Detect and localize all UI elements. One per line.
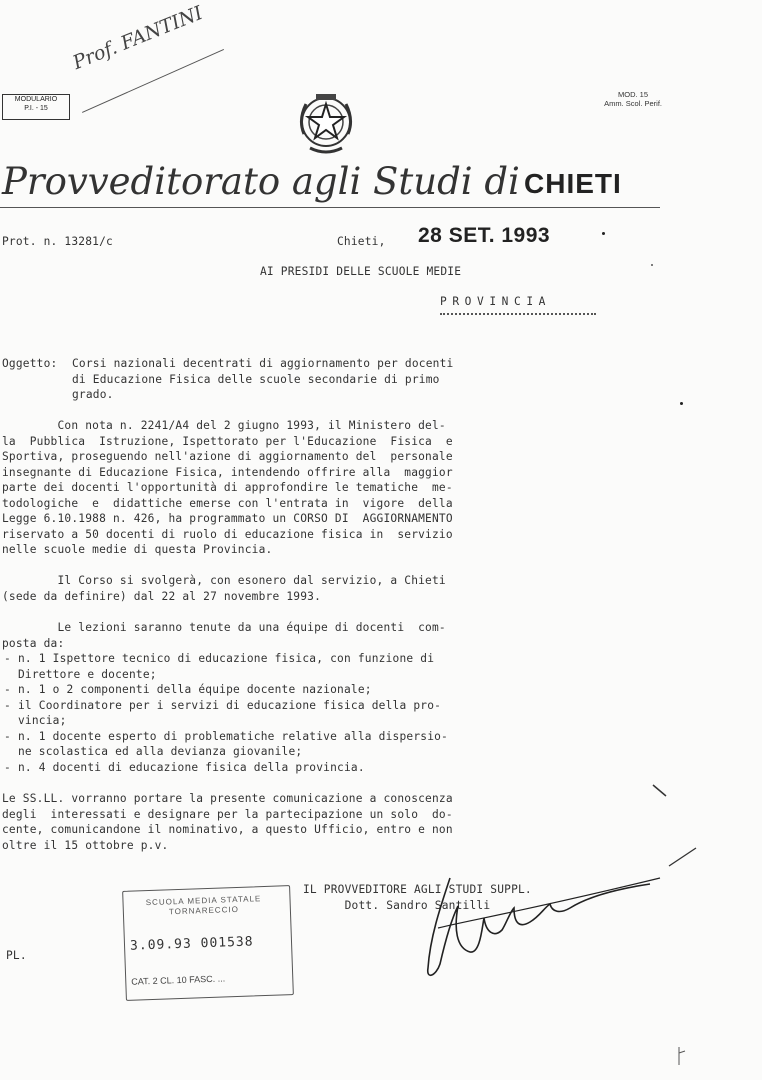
subject-label: Oggetto: (2, 357, 58, 370)
subject-block (2, 356, 642, 403)
text-line: Sportiva, proseguendo nell'azione di aggiornamento del personale (2, 450, 453, 463)
stamp-school-name: SCUOLA MEDIA STATALE TORNARECCIO (145, 894, 262, 917)
list-item (2, 760, 642, 776)
list-item-line: n. 1 Ispettore tecnico di educazione fisica, con funzione di (18, 652, 435, 665)
ink-dot (680, 402, 683, 405)
date-place: Chieti, (337, 235, 386, 248)
handwritten-signature (410, 868, 670, 988)
text-line: Il Corso si svolgerà, con esonero dal servizio, a Chieti (2, 574, 446, 587)
list-bullet: - (4, 729, 11, 743)
text-line: la Pubblica Istruzione, Ispettorato per l'Educazione Fisica e (2, 434, 453, 448)
list-item-line: n. 1 o 2 componenti della équipe docente nazionale; (18, 683, 372, 696)
text-line: todologiche e didattiche emerse con l'entrata in vigore della (2, 496, 453, 510)
list-bullet: - (4, 760, 11, 774)
stamp-classification: CAT. 2 CL. 10 FASC. ... (131, 973, 226, 987)
typist-initials: PL. (6, 949, 27, 962)
text-line: parte dei docenti l'opportunità di approfondire le tematiche me- (2, 481, 453, 494)
text-line: Le lezioni saranno tenute da una équipe di docenti com- (2, 621, 446, 634)
protocol-number: Prot. n. 13281/c (2, 235, 113, 248)
list-item (2, 729, 642, 760)
subject-line: Corsi nazionali decentrati di aggiornamento per docenti (72, 357, 454, 370)
pen-mark-icon (652, 784, 668, 798)
office-city: CHIETI (524, 168, 622, 199)
pen-mark-icon (676, 1045, 688, 1067)
recipients-province: PROVINCIA (440, 295, 552, 308)
text-line: insegnante di Educazione Fisica, intendendo offrire alla maggior (2, 465, 453, 479)
list-item-line: vincia; (18, 714, 67, 727)
text-line: (sede da definire) dal 22 al 27 novembre 1993. (2, 589, 322, 603)
body-paragraph-2 (2, 573, 642, 604)
protocol-stamp (122, 885, 294, 1001)
text-line: Legge 6.10.1988 n. 426, ha programmato un CORSO DI AGGIORNAMENTO (2, 512, 453, 525)
republic-emblem-icon (294, 90, 358, 160)
stamp-date-number: 3.09.93 001538 (129, 934, 254, 954)
handwritten-note: Prof. FANTINI (69, 1, 206, 75)
subject-text (72, 356, 453, 403)
text-line: Con nota n. 2241/A4 del 2 giugno 1993, il Ministero del- (2, 419, 446, 432)
date-stamp: 28 SET. 1993 (418, 224, 551, 247)
province-underline (440, 313, 596, 319)
modulario-label: MODULARIO P.I. - 15 (14, 96, 58, 112)
text-line: cente, comunicandone il nominativo, a questo Ufficio, entro e non (2, 823, 453, 836)
list-item-line: Direttore e docente; (18, 667, 157, 681)
body-paragraph-4 (2, 791, 642, 853)
office-title: Provveditorato agli Studi di (2, 160, 520, 203)
body-paragraph-1 (2, 418, 642, 558)
faculty-list (2, 651, 642, 775)
list-item-line: il Coordinatore per i servizi di educazione fisica della pro- (18, 698, 442, 712)
signatory-name: Dott. Sandro Santilli (344, 898, 491, 912)
recipients-line: AI PRESIDI DELLE SCUOLE MEDIE (260, 265, 462, 278)
text-line: oltre il 15 ottobre p.v. (2, 838, 169, 852)
list-item-line: ne scolastica ed alla devianza giovanile; (18, 745, 303, 758)
subject-line: grado. (72, 388, 114, 401)
list-bullet: - (4, 652, 11, 665)
header-divider (0, 207, 660, 208)
list-item-line: n. 4 docenti di educazione fisica della provincia. (18, 760, 365, 774)
body-paragraph-3 (2, 620, 642, 651)
subject-line: di Educazione Fisica delle scuole secondarie di primo (72, 372, 440, 386)
list-bullet: - (4, 698, 11, 712)
pen-mark-icon (668, 846, 698, 868)
text-line: Le SS.LL. vorranno portare la presente comunicazione a conoscenza (2, 792, 453, 805)
text-line: degli interessati e designare per la partecipazione un solo do- (2, 807, 453, 821)
signatory-title: IL PROVVEDITORE AGLI STUDI SUPPL. (303, 883, 532, 896)
ink-dot (651, 264, 653, 266)
list-item (2, 651, 642, 682)
text-line: riservato a 50 docenti di ruolo di educazione fisica in servizio (2, 527, 453, 541)
list-bullet: - (4, 683, 11, 696)
form-code: MOD. 15 Amm. Scol. Perif. (604, 90, 662, 108)
ink-dot (602, 232, 605, 235)
list-item-line: n. 1 docente esperto di problematiche relative alla dispersio- (18, 729, 448, 743)
text-line: posta da: (2, 636, 65, 650)
list-item (2, 698, 642, 729)
text-line: nelle scuole medie di questa Provincia. (2, 543, 273, 556)
list-item (2, 682, 642, 698)
modulario-code (2, 94, 70, 120)
